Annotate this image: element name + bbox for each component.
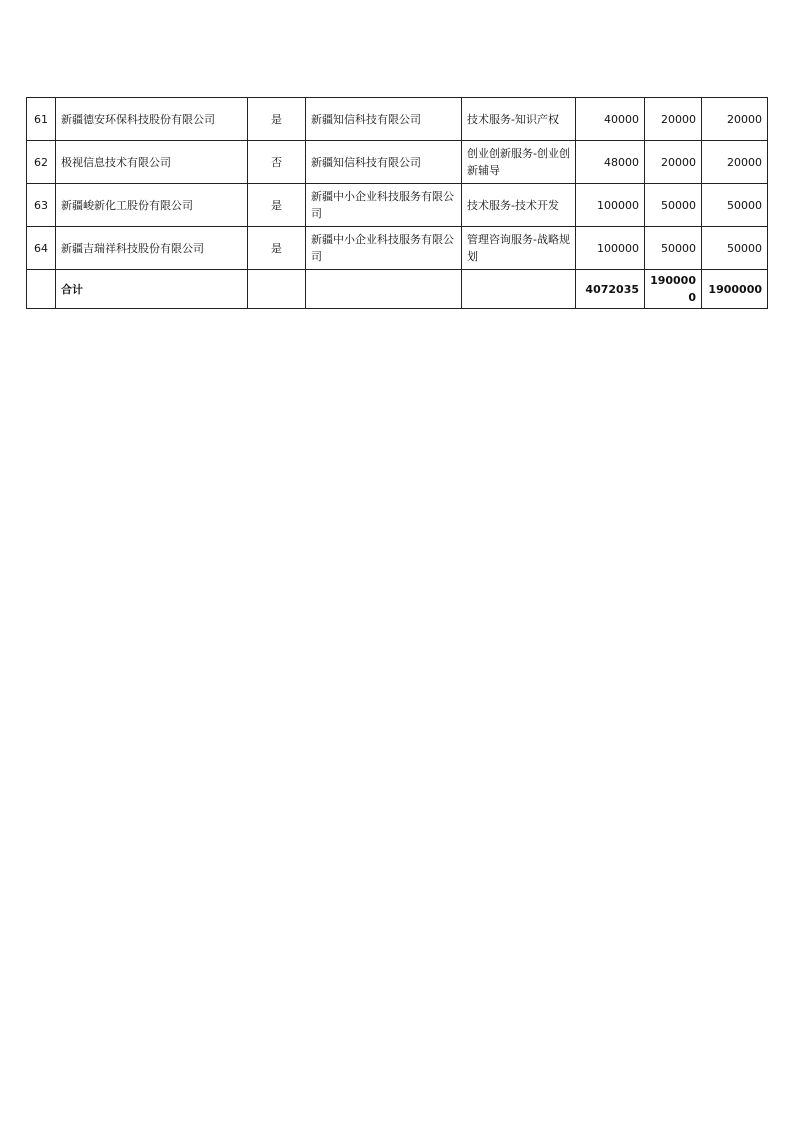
total-label: 合计 — [56, 270, 248, 309]
service-type: 管理咨询服务-战略规划 — [462, 227, 576, 270]
subsidy-amount-b: 50000 — [702, 227, 768, 270]
subsidy-amount-a: 50000 — [645, 227, 702, 270]
table-row — [27, 98, 768, 141]
subsidy-amount-a: 20000 — [645, 141, 702, 184]
total-contract-amount: 4072035 — [576, 270, 645, 309]
yes-no-flag: 否 — [248, 141, 306, 184]
row-number: 64 — [27, 227, 56, 270]
yes-no-flag: 是 — [248, 227, 306, 270]
contract-amount: 40000 — [576, 98, 645, 141]
service-type: 技术服务-技术开发 — [462, 184, 576, 227]
total-empty-cell — [462, 270, 576, 309]
service-type: 技术服务-知识产权 — [462, 98, 576, 141]
service-provider: 新疆中小企业科技服务有限公司 — [306, 184, 462, 227]
service-provider: 新疆知信科技有限公司 — [306, 98, 462, 141]
contract-amount: 100000 — [576, 227, 645, 270]
total-empty-cell — [248, 270, 306, 309]
total-row — [27, 270, 768, 309]
company-name: 新疆吉瑞祥科技股份有限公司 — [56, 227, 248, 270]
subsidy-amount-a: 50000 — [645, 184, 702, 227]
total-empty-cell — [27, 270, 56, 309]
subsidy-amount-b: 20000 — [702, 141, 768, 184]
table-row — [27, 227, 768, 270]
yes-no-flag: 是 — [248, 184, 306, 227]
yes-no-flag: 是 — [248, 98, 306, 141]
row-number: 61 — [27, 98, 56, 141]
row-number: 62 — [27, 141, 56, 184]
total-subsidy-amount-b: 1900000 — [702, 270, 768, 309]
company-name: 新疆峻新化工股份有限公司 — [56, 184, 248, 227]
row-number: 63 — [27, 184, 56, 227]
subsidy-amount-b: 50000 — [702, 184, 768, 227]
service-provider: 新疆中小企业科技服务有限公司 — [306, 227, 462, 270]
subsidy-table — [26, 97, 768, 309]
contract-amount: 48000 — [576, 141, 645, 184]
service-type: 创业创新服务-创业创新辅导 — [462, 141, 576, 184]
table-row — [27, 184, 768, 227]
company-name: 极视信息技术有限公司 — [56, 141, 248, 184]
company-name: 新疆德安环保科技股份有限公司 — [56, 98, 248, 141]
contract-amount: 100000 — [576, 184, 645, 227]
subsidy-amount-a: 20000 — [645, 98, 702, 141]
service-provider: 新疆知信科技有限公司 — [306, 141, 462, 184]
subsidy-amount-b: 20000 — [702, 98, 768, 141]
table-row — [27, 141, 768, 184]
total-empty-cell — [306, 270, 462, 309]
total-subsidy-amount-a: 1900000 — [645, 270, 702, 309]
